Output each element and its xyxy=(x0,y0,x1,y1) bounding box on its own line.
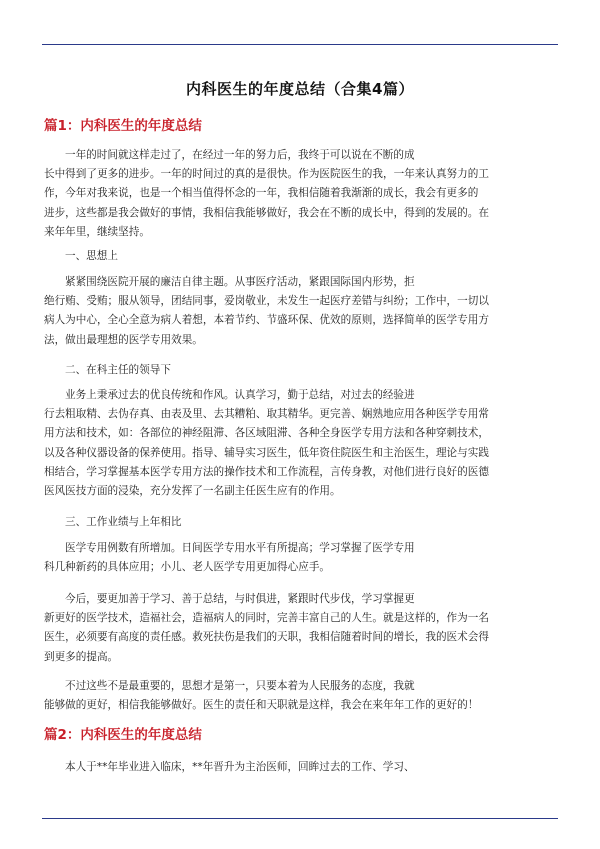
document-title: 内科医生的年度总结（合集4篇） xyxy=(186,80,414,98)
bottom-rule xyxy=(42,818,558,819)
text-line: 能够做的更好，相信我能够做好。医生的责任和天职就是这样，我会在来年年工作的更好的！ xyxy=(44,699,479,712)
text-line: 以及各种仪器设备的保养使用。指导、辅导实习医生，低年资住院医生和主治医生，理论与实践 xyxy=(44,446,489,459)
text-line: 长中得到了更多的进步。一年的时间过的真的是很快。作为医院医生的我，一年来认真努力的工 xyxy=(44,168,489,181)
paragraph-1 xyxy=(44,146,560,242)
paragraph-2 xyxy=(44,273,560,350)
text-line: 法，做出最理想的医学专用效果。 xyxy=(44,333,203,346)
text-line: 绝行贿、受贿；服从领导，团结同事，爱岗敬业，未发生一起医疗差错与纠纷；工作中，一切以 xyxy=(44,295,489,308)
subheading-3: 三、工作业绩与上年相比 xyxy=(65,516,182,528)
section-1-heading: 篇1：内科医生的年度总结 xyxy=(44,118,202,134)
text-line: 医生，必须要有高度的责任感。救死扶伤是我们的天职，我相信随着时间的增长，我的医术会得 xyxy=(44,631,489,644)
text-line: 新更好的医学技术，造福社会，造福病人的同时，完善丰富自己的人生。就是这样的，作为一名 xyxy=(44,612,489,625)
text-line: 一年的时间就这样走过了，在经过一年的努力后，我终于可以说在不断的成 xyxy=(65,149,415,161)
text-line: 病人为中心，全心全意为病人着想，本着节约、节盛环保、优效的原则，选择简单的医学专用方 xyxy=(44,314,489,327)
subheading-1: 一、思想上 xyxy=(65,250,118,262)
paragraph-5 xyxy=(44,590,560,667)
text-line: 紧紧围绕医院开展的廉洁自律主题。从事医疗活动，紧跟国际国内形势，拒 xyxy=(65,276,415,288)
text-line: 进步，这些都是我会做好的事情，我相信我能够做好，我会在不断的成长中，得到的发展的。在 xyxy=(44,206,489,219)
text-line: 医学专用例数有所增加。日间医学专用水平有所提高；学习掌握了医学专用 xyxy=(65,542,415,554)
paragraph-7 xyxy=(44,758,560,777)
text-line: 来年年里，继续坚持。 xyxy=(44,225,150,238)
text-line: 相结合，学习掌握基本医学专用方法的操作技术和工作流程，言传身教，对他们进行良好的医德 xyxy=(44,465,489,478)
text-line: 今后，要更加善于学习、善于总结，与时俱进，紧跟时代步伐，学习掌握更 xyxy=(65,593,415,605)
paragraph-3 xyxy=(44,386,560,501)
text-line: 医风医技方面的浸染，充分发挥了一名副主任医生应有的作用。 xyxy=(44,485,341,498)
text-line: 本人于**年毕业进入临床，**年晋升为主治医师，回眸过去的工作、学习、 xyxy=(65,761,415,773)
text-line: 不过这些不是最重要的，思想才是第一，只要本着为人民服务的态度，我就 xyxy=(65,680,415,692)
section-2-heading: 篇2：内科医生的年度总结 xyxy=(44,727,202,743)
text-line: 业务上秉承过去的优良传统和作风。认真学习，勤于总结，对过去的经验进 xyxy=(65,389,415,401)
paragraph-6 xyxy=(44,677,560,715)
top-rule xyxy=(42,44,558,45)
text-line: 到更多的提高。 xyxy=(44,650,119,663)
text-line: 科几种新药的具体应用；小儿、老人医学专用更加得心应手。 xyxy=(44,561,331,574)
text-line: 用方法和技术，如：各部位的神经阻滞、各区域阻滞、各种全身医学专用方法和各种穿刺技术， xyxy=(44,427,489,440)
text-line: 行去粗取精、去伪存真、由表及里、去其糟粕、取其精华。更完善、娴熟地应用各种医学专用常 xyxy=(44,408,489,421)
subheading-2: 二、在科主任的领导下 xyxy=(65,364,171,376)
text-line: 作，今年对我来说，也是一个相当值得怀念的一年，我相信随着我渐渐的成长，我会有更多的 xyxy=(44,187,479,200)
paragraph-4 xyxy=(44,539,560,577)
